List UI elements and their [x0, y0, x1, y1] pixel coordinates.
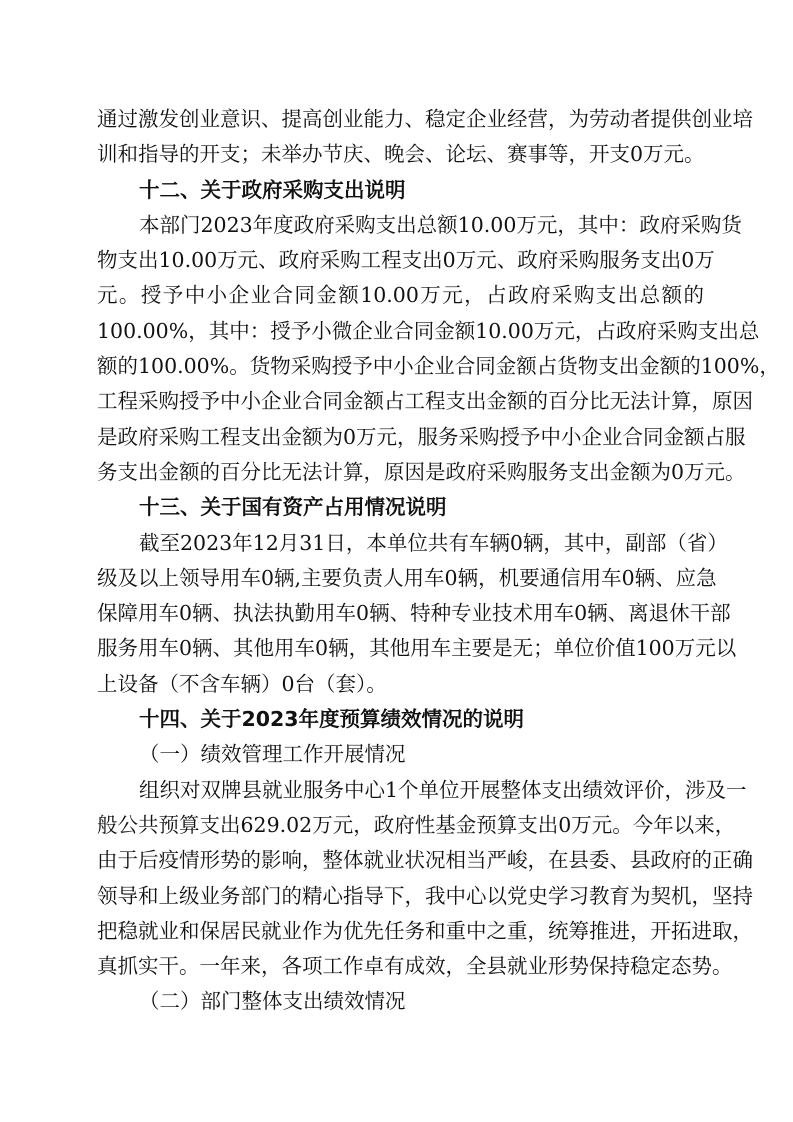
text-line: 十四、关于2023年度预算绩效情况的说明	[139, 707, 525, 732]
document-body	[97, 102, 780, 1020]
text-line: 通过激发创业意识、提高创业能力、稳定企业经营，为劳动者提供创业培	[97, 107, 753, 131]
text-line: 十二、关于政府采购支出说明	[139, 177, 406, 202]
text-line: 训和指导的开支；未举办节庆、晚会、论坛、赛事等，开支0万元。	[97, 142, 705, 167]
subsection-heading	[97, 984, 704, 1019]
text-line: 元。授予中小企业合同金额10.00万元，占政府采购支出总额的	[97, 283, 704, 308]
text-line: 100.00%，其中：授予小微企业合同金额10.00万元，占政府采购支出总	[97, 318, 760, 343]
text-line: 把稳就业和保居民就业作为优先任务和重中之重，统筹推进，开拓进取，	[97, 918, 753, 943]
section-heading	[97, 490, 704, 525]
text-line: 服务用车0辆、其他用车0辆，其他用车主要是无；单位价值100万元以	[97, 636, 737, 661]
text-line: 上设备（不含车辆）0台（套）。	[97, 671, 387, 696]
text-line: 本部门2023年度政府采购支出总额10.00万元，其中：政府采购货	[139, 212, 742, 237]
text-line: 保障用车0辆、执法执勤用车0辆、特种专业技术用车0辆、离退休干部	[97, 601, 731, 626]
text-line: （二）部门整体支出绩效情况	[139, 989, 406, 1014]
section-heading	[97, 702, 704, 737]
paragraph	[97, 526, 737, 702]
text-line: 领导和上级业务部门的精心指导下，我中心以党史学习教育为契机，坚持	[97, 883, 753, 908]
text-line: 由于后疫情形势的影响，整体就业状况相当严峻，在县委、县政府的正确	[97, 848, 753, 873]
text-line: 额的100.00%。货物采购授予中小企业合同金额占货物支出金额的100%，	[97, 354, 780, 379]
text-line: 物支出10.00万元、政府采购工程支出0万元、政府采购服务支出0万	[97, 248, 715, 273]
text-line: 般公共预算支出629.02万元，政府性基金预算支出0万元。今年以来，	[97, 812, 736, 837]
text-line: （一）绩效管理工作开展情况	[139, 742, 406, 767]
text-line: 截至2023年12月31日，本单位共有车辆0辆，其中，副部（省）	[139, 530, 728, 555]
text-line: 级及以上领导用车0辆,主要负责人用车0辆，机要通信用车0辆、应急	[97, 565, 717, 590]
paragraph	[97, 773, 753, 985]
text-line: 组织对双牌县就业服务中心1个单位开展整体支出绩效评价，涉及一	[139, 777, 747, 802]
text-line: 是政府采购工程支出金额为0万元，服务采购授予中小企业合同金额占服	[97, 424, 746, 449]
text-line: 工程采购授予中小企业合同金额占工程支出金额的百分比无法计算，原因	[97, 389, 753, 414]
text-line: 务支出金额的百分比无法计算，原因是政府采购服务支出金额为0万元。	[97, 459, 746, 484]
subsection-heading	[97, 737, 704, 772]
paragraph	[97, 102, 753, 173]
section-heading	[97, 173, 704, 208]
text-line: 真抓实干。一年来，各项工作卓有成效，全县就业形势保持稳定态势。	[97, 954, 733, 979]
paragraph	[97, 208, 780, 490]
text-line: 十三、关于国有资产占用情况说明	[139, 495, 447, 520]
